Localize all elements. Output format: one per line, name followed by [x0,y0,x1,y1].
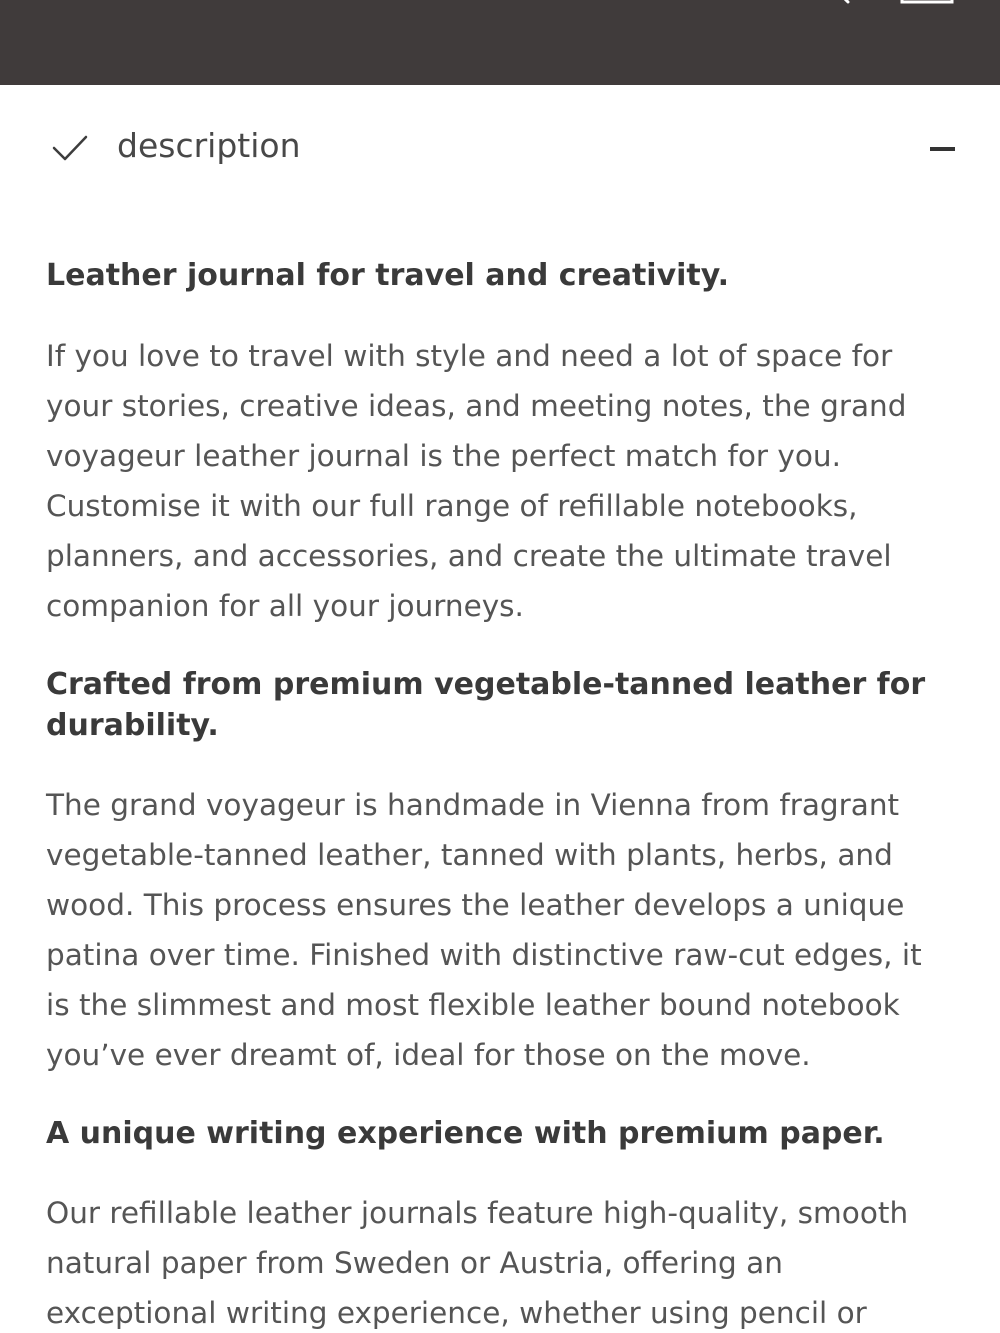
section-heading: Leather journal for travel and creativity. [46,258,729,293]
section-paragraph: Our refillable leather journals feature high-quality, smooth natural paper from Sweden or Austria, offering an exceptional writing experience, whether using pencil or [46,1196,909,1330]
bag-icon[interactable] [900,0,954,4]
section-heading: A unique writing experience with premium paper. [46,1116,885,1151]
section-heading: Crafted from premium vegetable-tanned leather for durability. [46,667,926,743]
section-paragraph: The grand voyageur is handmade in Vienna from fragrant vegetable-tanned leather, tanned with plants, herbs, and wood. This process ensures the leather develops a unique patina over time. Finished with distinctive raw-cut edges, it is the slimmest and most flexible leather bound notebook you’ve ever dreamt of, ideal for those on the move. [46,788,922,1072]
search-icon[interactable] [826,0,852,6]
top-navigation-bar [0,0,1000,85]
checkmark-icon [50,132,90,164]
section-paragraph: If you love to travel with style and need a lot of space for your stories, creative ideas, and meeting notes, the grand voyageur leather journal is the perfect match for you. Customise it with our full range of refillable notebooks, planners, and accessories, and create the ultimate travel companion for all your journeys. [46,339,907,623]
collapse-button[interactable] [920,130,964,166]
minus-icon [930,147,955,151]
accordion-title: description [117,126,301,165]
description-accordion-header[interactable] [0,110,1000,186]
